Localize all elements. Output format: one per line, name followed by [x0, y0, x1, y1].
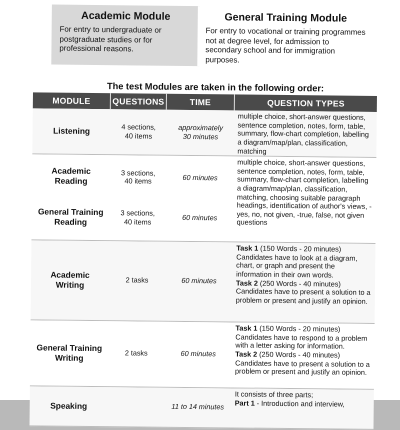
module-name: Listening: [53, 125, 91, 136]
task-1-description: Candidates have to look at a diagram, chart, or graph and present the information in their own words.: [236, 252, 358, 280]
question-types-cell: multiple choice, short-answer questions, sentence completion, notes, form, table, summary, flow-chart completion, labelling a diagram/map/plan, classification, matching, choosing suitable paragraph headings, identification of author's views, -yes, no, not given, -true, false, not given questions: [236, 157, 372, 228]
table-row-listening: [32, 108, 376, 158]
task-1-label: Task 1: [235, 323, 258, 333]
time-value: 60 minutes: [182, 172, 218, 183]
questions-line-1: 4 sections,: [121, 122, 156, 132]
general-module-description: For entry to vocational or training programmes not at degree level, for admission to secondary school and for immigration purposes.: [205, 26, 366, 65]
academic-module-title: Academic Module: [81, 9, 171, 23]
time-cell: [166, 110, 234, 156]
questions-value: 2 tasks: [125, 275, 149, 285]
task-1-label: Task 1: [236, 243, 259, 253]
academic-reading-label: [51, 157, 91, 198]
time-value: 60 minutes: [181, 276, 217, 286]
task-1-description: Candidates have to respond to a problem with a letter asking for information.: [235, 332, 368, 351]
time-cell: [164, 322, 233, 388]
task-2-description: Candidates have to present a solution to a problem or present and justify an opinion.: [235, 286, 371, 306]
table-row-reading: [31, 154, 376, 244]
questions-line-1: 3 sections,: [120, 208, 155, 218]
header-module: MODULE: [33, 92, 111, 109]
table-row-academic-writing: [31, 240, 376, 324]
module-name: Speaking: [50, 400, 88, 411]
module-name-line-2: Reading: [54, 175, 88, 187]
time-value: 11 to 14 minutes: [171, 401, 225, 412]
header-questions: QUESTIONS: [111, 93, 167, 110]
header-time: TIME: [167, 94, 235, 111]
module-name-line-2: Reading: [54, 216, 88, 227]
task-1-details: (150 Words - 20 minutes): [258, 243, 342, 254]
task-2-description: Candidates have to present a solution to a problem or present and justify an opinion.: [235, 358, 370, 378]
module-cell: [30, 320, 109, 386]
question-types-cell: [233, 242, 376, 322]
module-name-line-2: Writing: [55, 279, 85, 290]
academic-reading-questions: [121, 157, 156, 198]
questions-line-2: 40 items: [124, 217, 152, 227]
part-1-line: [235, 399, 371, 409]
questions-cell: [108, 387, 164, 427]
academic-reading-time: [182, 158, 218, 199]
module-cell: [30, 386, 108, 426]
module-cell: [31, 240, 110, 320]
questions-cell: [109, 155, 166, 241]
speaking-intro-line: It consists of three parts;: [234, 389, 314, 400]
time-line-2: 30 minutes: [182, 131, 219, 141]
questions-line-2: 40 items: [124, 176, 152, 186]
part-1-label: Part 1: [234, 398, 255, 408]
module-cell: [32, 108, 110, 154]
module-cell: [31, 154, 110, 240]
task-2-details: (250 Words - 40 minutes): [257, 349, 341, 360]
general-module-box: [197, 6, 374, 68]
questions-cell: [108, 321, 165, 387]
general-reading-questions: [120, 198, 155, 239]
module-name-line-2: Writing: [54, 352, 84, 363]
table-row-speaking: [29, 386, 373, 430]
time-cell: [165, 242, 234, 322]
task-2-label: Task 2: [235, 349, 258, 359]
question-types-cell: [232, 322, 375, 388]
time-value: 60 minutes: [182, 213, 218, 223]
question-types-cell: multiple choice, short-answer questions, sentence completion, notes, form, table, summary, flow-chart completion, labelling a diagram/map/plan, classification, matching: [237, 111, 369, 156]
task-2-label: Task 2: [235, 278, 258, 288]
general-reading-time: [182, 198, 218, 239]
general-reading-label: [38, 197, 104, 238]
module-name-line-1: General Training: [36, 341, 103, 353]
questions-line-1: 3 sections,: [120, 167, 156, 178]
time-cell: [165, 156, 234, 242]
module-name-line-1: General Training: [37, 206, 104, 217]
academic-module-description: For entry to undergraduate or postgraduate studies or for professional reasons.: [59, 24, 162, 54]
general-module-title: General Training Module: [224, 11, 348, 25]
questions-cell: [109, 241, 166, 321]
time-value: 60 minutes: [180, 349, 216, 359]
questions-cell: [110, 109, 166, 155]
time-line-1: approximately: [178, 122, 224, 133]
header-question-types: QUESTION TYPES: [267, 97, 345, 109]
table-intro-heading: The test Modules are taken in the following order:: [107, 81, 325, 94]
test-modules-table: [29, 92, 376, 430]
module-name-line-1: Academic: [50, 269, 90, 280]
question-types-cell: [231, 388, 373, 428]
time-cell: [163, 388, 231, 428]
table-row-general-writing: [30, 320, 375, 390]
part-1-details: - Introduction and interview,: [254, 398, 345, 409]
table-body: [29, 108, 376, 430]
questions-line-2: 40 items: [124, 130, 153, 141]
task-2-details: (250 Words - 40 minutes): [257, 278, 341, 289]
questions-value: 2 tasks: [124, 348, 148, 358]
academic-module-box: [51, 5, 200, 67]
task-1-details: (150 Words - 20 minutes): [257, 323, 341, 334]
module-name-line-1: Academic: [51, 165, 91, 177]
